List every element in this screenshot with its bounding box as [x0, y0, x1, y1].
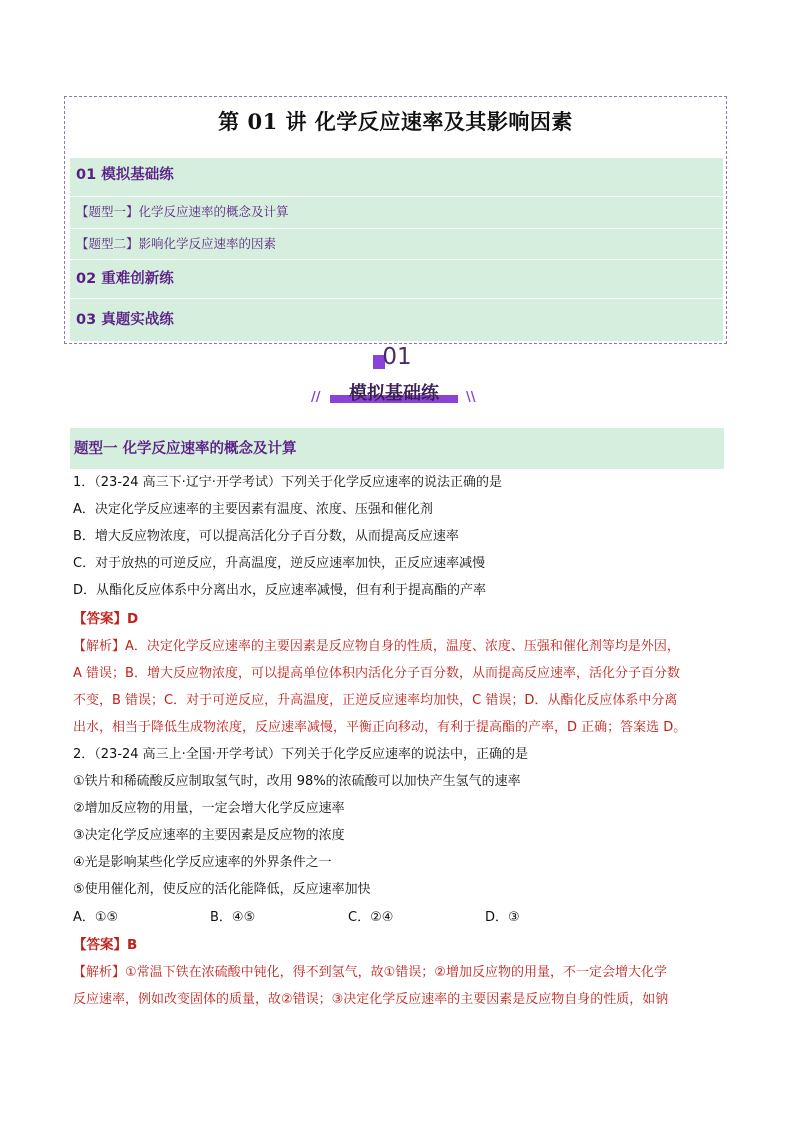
section-title: 模拟基础练: [349, 383, 439, 404]
page-title: 第 01 讲 化学反应速率及其影响因素: [218, 109, 573, 134]
toc-divider: [70, 228, 723, 229]
type1-heading: 题型一 化学反应速率的概念及计算: [74, 441, 297, 457]
section-left-decoration: //: [311, 390, 321, 405]
question-2-statement: ①铁片和稀硫酸反应制取氢气时，改用 98%的浓硫酸可以加快产生氢气的速率: [73, 774, 521, 789]
question-1-analysis-line: 【解析】A．决定化学反应速率的主要因素是反应物自身的性质，温度、浓度、压强和催化剂等均是外因，: [73, 639, 680, 654]
question-1-option-b: B．增大反应物浓度，可以提高活化分子百分数，从而提高反应速率: [73, 529, 459, 544]
question-2-option-b: B．④⑤: [210, 910, 256, 925]
question-2-answer: 【答案】B: [73, 937, 138, 953]
question-2-option-d: D．③: [485, 910, 520, 925]
section-banner: [330, 381, 458, 403]
toc-divider: [70, 298, 723, 299]
question-2-option-a: A．①⑤: [73, 910, 119, 925]
toc-divider: [70, 196, 723, 197]
type1-heading-bar: [70, 428, 724, 469]
question-2-option-c: C．②④: [348, 910, 394, 925]
question-1-option-d: D．从酯化反应体系中分离出水，反应速率减慢，但有利于提高酯的产率: [73, 583, 487, 598]
section-right-decoration: \\: [466, 390, 476, 405]
question-1-analysis-line: 不变，B 错误；C．对于可逆反应，升高温度，正逆反应速率均加快，C 错误；D．从酯化反应体系中分离: [73, 693, 678, 708]
section-number: 01: [382, 344, 412, 370]
toc-item-simulation-basics[interactable]: 01 模拟基础练: [76, 167, 174, 183]
question-2-stem: 2．（23-24 高三上·全国·开学考试）下列关于化学反应速率的说法中，正确的是: [73, 747, 528, 762]
question-2-analysis-line: 【解析】①常温下铁在浓硫酸中钝化，得不到氢气，故①错误；②增加反应物的用量，不一定会增大化学: [73, 965, 667, 980]
toc-subitem-type1[interactable]: 【题型一】化学反应速率的概念及计算: [76, 204, 289, 219]
question-2-statement: ⑤使用催化剂，使反应的活化能降低，反应速率加快: [73, 882, 371, 897]
question-2-statement: ④光是影响某些化学反应速率的外界条件之一: [73, 855, 332, 870]
question-1-analysis-line: 出水，相当于降低生成物浓度，反应速率减慢，平衡正向移动，有利于提高酯的产率，D 正确；答案选 D。: [73, 720, 687, 735]
question-2-statement: ②增加反应物的用量，一定会增大化学反应速率: [73, 801, 345, 816]
toc-divider: [70, 259, 723, 260]
question-1-stem: 1．（23-24 高三下·辽宁·开学考试）下列关于化学反应速率的说法正确的是: [73, 475, 502, 490]
question-1-answer: 【答案】D: [73, 611, 139, 627]
question-1-option-a: A．决定化学反应速率的主要因素有温度、浓度、压强和催化剂: [73, 502, 433, 517]
question-1-option-c: C．对于放热的可逆反应，升高温度，逆反应速率加快，正反应速率减慢: [73, 556, 486, 571]
question-2-analysis-line: 反应速率，例如改变固体的质量，故②错误；③决定化学反应速率的主要因素是反应物自身的性质，如钠: [73, 992, 669, 1007]
toc-item-real-exam[interactable]: 03 真题实战练: [76, 312, 174, 328]
question-1-analysis-line: A 错误；B．增大反应物浓度，可以提高单位体积内活化分子百分数，从而提高反应速率，活化分子百分数: [73, 666, 680, 681]
toc-list: [70, 158, 723, 341]
question-2-statement: ③决定化学反应速率的主要因素是反应物的浓度: [73, 828, 345, 843]
toc-subitem-type2[interactable]: 【题型二】影响化学反应速率的因素: [76, 236, 277, 251]
toc-item-difficult-innovation[interactable]: 02 重难创新练: [76, 271, 174, 287]
table-of-contents: [64, 96, 727, 344]
